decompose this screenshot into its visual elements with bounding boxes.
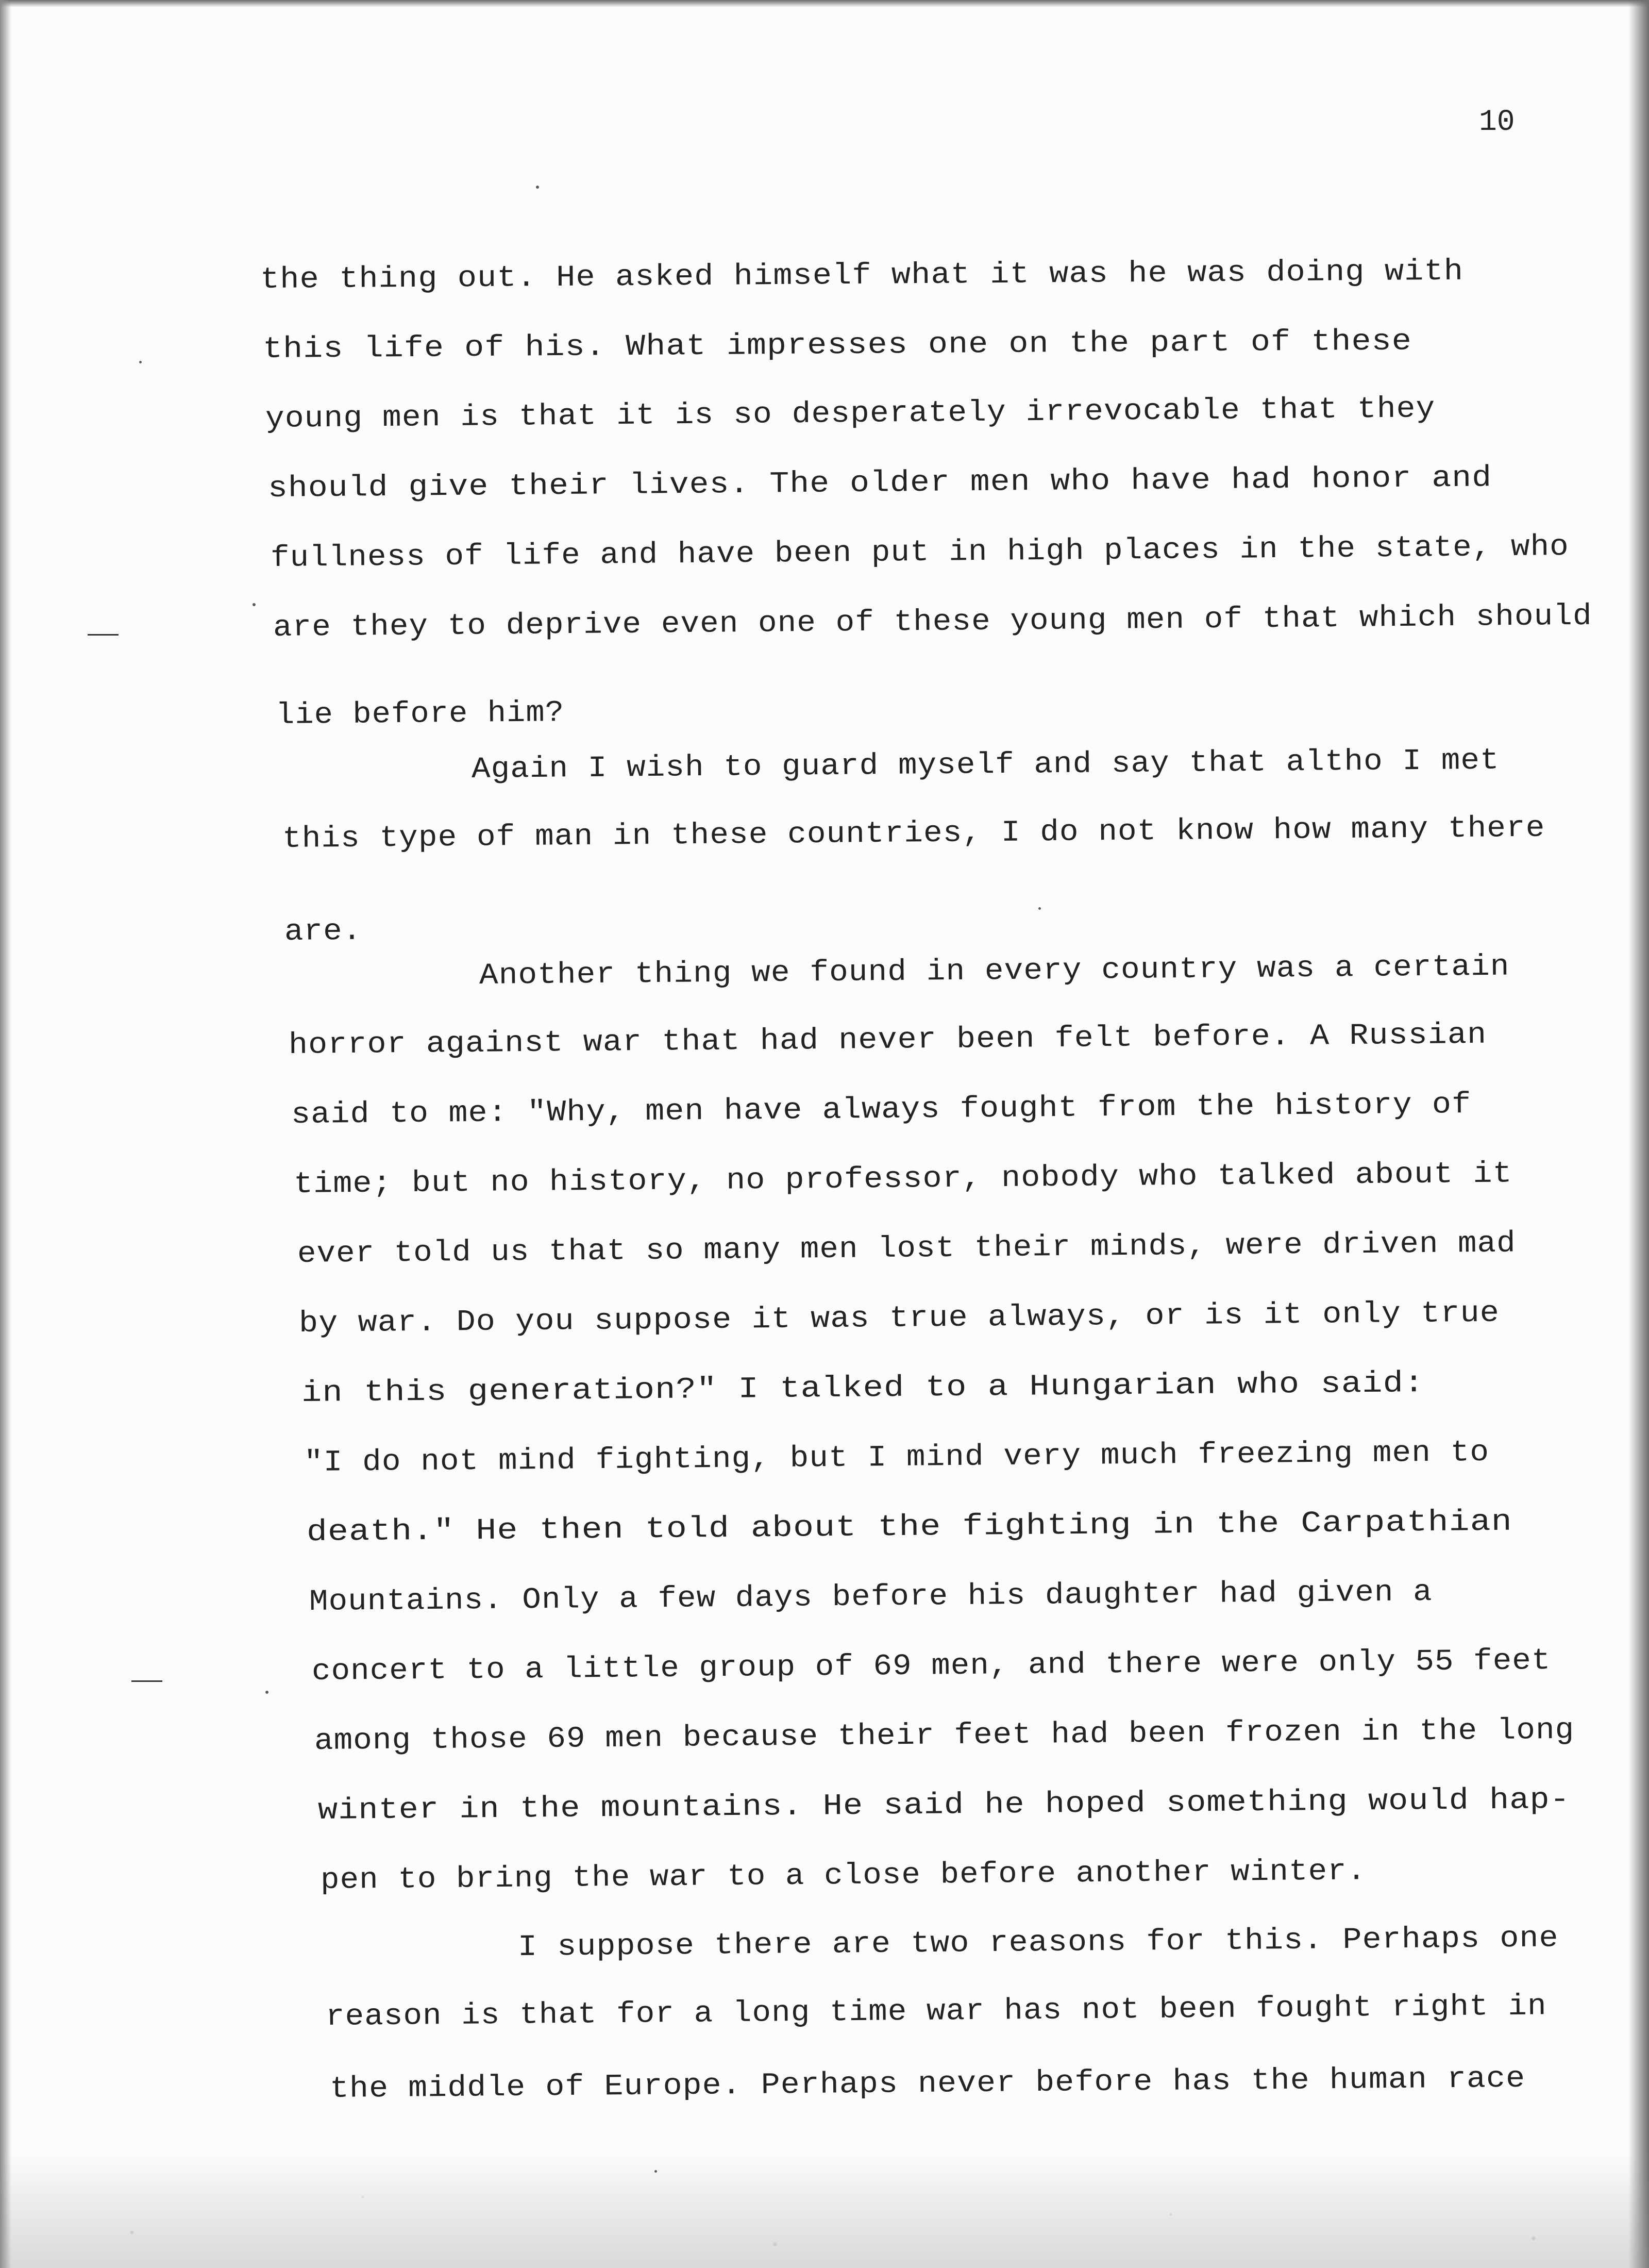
text-line: ever told us that so many men lost their minds, were driven mad	[297, 1227, 1516, 1271]
margin-mark	[131, 1680, 162, 1682]
scan-edge-left	[0, 0, 11, 2268]
text-line: said to me: "Why, men have always fought from the history of	[291, 1088, 1472, 1132]
text-line: should give their lives. The older men who have had honor and	[267, 461, 1492, 506]
text-line: are.	[284, 914, 362, 949]
text-line: "I do not mind fighting, but I mind very much freezing men to	[304, 1436, 1490, 1480]
text-line: reason is that for a long time war has not been fought right in	[325, 1990, 1547, 2034]
text-line: time; but no history, no professor, nobody who talked about it	[293, 1157, 1513, 1202]
text-line: lie before him?	[275, 696, 565, 732]
text-line: are they to deprive even one of these young men of that which should	[273, 599, 1592, 645]
text-line: I suppose there are two reasons for this. Perhaps one	[517, 1922, 1559, 1964]
text-line: the middle of Europe. Perhaps never before has the human race	[329, 2062, 1526, 2106]
scan-speck	[265, 1691, 268, 1694]
margin-mark	[88, 634, 119, 636]
scan-edge-top	[0, 0, 1649, 7]
scan-speck	[1038, 907, 1041, 910]
text-line: in this generation?" I talked to a Hungarian who said:	[301, 1366, 1425, 1410]
text-line: among those 69 men because their feet had been frozen in the long	[314, 1713, 1575, 1758]
text-line: Another thing we found in every country was a certain	[479, 950, 1510, 993]
scan-edge-bottom	[0, 2149, 1649, 2268]
text-line: the thing out. He asked himself what it was he was doing with	[260, 255, 1464, 297]
text-line: fullness of life and have been put in high places in the state, who	[270, 530, 1570, 575]
page-number: 10	[1479, 106, 1515, 139]
scan-speck	[139, 361, 142, 363]
text-line: young men is that it is so desperately irrevocable that they	[265, 392, 1436, 436]
scan-speck	[536, 186, 539, 189]
text-line: Again I wish to guard myself and say that altho I met	[471, 744, 1500, 787]
text-line: this type of man in these countries, I do not know how many there	[282, 811, 1545, 856]
text-line: this life of his. What impresses one on the part of these	[262, 325, 1412, 366]
scan-speck	[654, 2170, 657, 2173]
scan-speck	[253, 603, 256, 606]
text-line: death." He then told about the fighting in the Carpathian	[306, 1505, 1513, 1549]
text-line: concert to a little group of 69 men, and there were only 55 feet	[311, 1644, 1551, 1689]
text-line: Mountains. Only a few days before his daughter had given a	[309, 1575, 1433, 1619]
text-line: by war. Do you suppose it was true always, or is it only true	[298, 1296, 1500, 1341]
text-line: horror against war that had never been felt before. A Russian	[288, 1018, 1487, 1062]
scan-edge-right	[1628, 0, 1649, 2268]
text-line: winter in the mountains. He said he hoped something would hap-	[317, 1783, 1571, 1828]
text-line: pen to bring the war to a close before another winter.	[320, 1855, 1367, 1897]
